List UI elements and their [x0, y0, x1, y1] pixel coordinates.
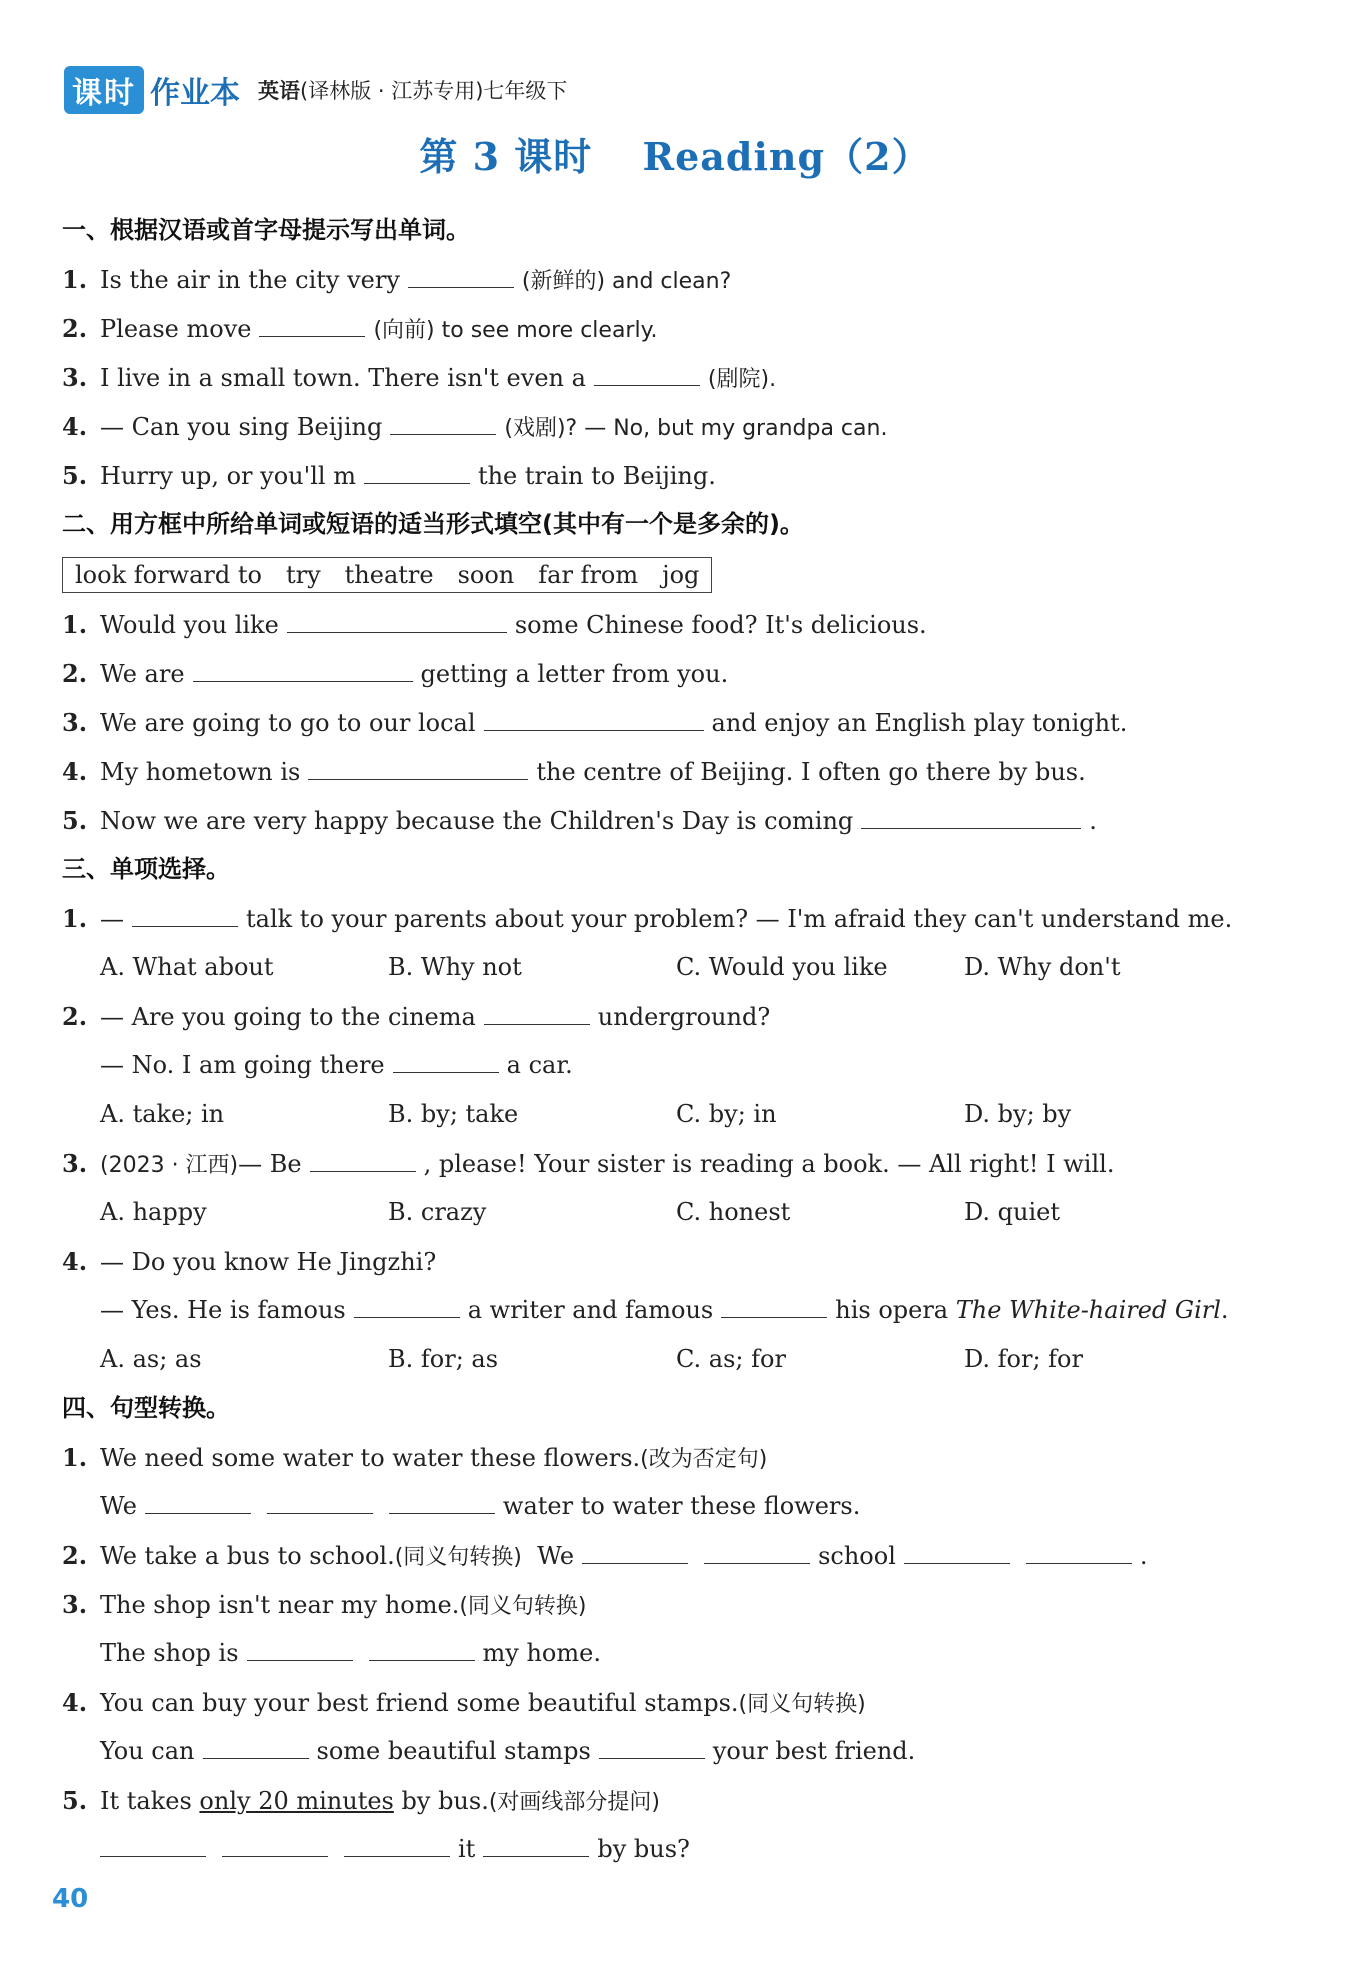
section-3-heading: 三、单项选择。 [62, 855, 230, 883]
item-text: We [537, 1542, 575, 1570]
answer-blank[interactable] [222, 1834, 328, 1857]
word-option: soon [457, 561, 515, 589]
s4-q1 [62, 1433, 1292, 1482]
item-text: the centre of Beijing. I often go there by bus. [536, 758, 1086, 786]
option-d[interactable]: D. by; by [964, 1100, 1072, 1128]
item-text: talk to your parents about your problem? — I'm afraid they can't understand me. [246, 905, 1233, 933]
item-text: Now we are very happy because the Children's Day is coming [100, 807, 854, 835]
item-text: We [100, 1492, 137, 1520]
item-text: We are [100, 660, 185, 688]
answer-blank[interactable] [308, 757, 528, 780]
s3-q3 [62, 1139, 1292, 1188]
item-number: 4. [62, 412, 88, 441]
item-text: it [458, 1835, 476, 1863]
answer-blank[interactable] [267, 1491, 373, 1514]
s1-item-1 [62, 255, 1292, 304]
option-a[interactable]: A. happy [100, 1198, 207, 1226]
instruction-hint: (同义句转换) [738, 1692, 866, 1717]
item-text: (剧院). [707, 367, 777, 392]
item-text: . [1089, 807, 1097, 835]
item-number: 1. [62, 904, 88, 933]
item-number: 2. [62, 1541, 88, 1570]
s2-item-4 [62, 747, 1292, 796]
item-text: the train to Beijing. [477, 462, 716, 490]
worksheet-content [62, 206, 1292, 1874]
item-number: 3. [62, 708, 88, 737]
opera-title: The White-haired Girl [955, 1296, 1221, 1324]
subject: 英语 [258, 79, 300, 103]
answer-blank[interactable] [203, 1736, 309, 1759]
s3-q3-options [62, 1188, 1292, 1237]
page-title [0, 126, 1350, 181]
item-text: water to water these flowers. [502, 1492, 861, 1520]
option-a[interactable]: A. take; in [100, 1100, 225, 1128]
question-source: (2023 · 江西) [100, 1153, 239, 1178]
option-d[interactable]: D. for; for [964, 1345, 1083, 1373]
section-2-heading: 二、用方框中所给单词或短语的适当形式填空(其中有一个是多余的)。 [62, 510, 804, 538]
answer-blank[interactable] [344, 1834, 450, 1857]
answer-blank[interactable] [193, 659, 413, 682]
s4-q4-answer [62, 1727, 1292, 1776]
answer-blank[interactable] [364, 461, 470, 484]
s2-item-3 [62, 698, 1292, 747]
item-number: 1. [62, 610, 88, 639]
item-text: We need some water to water these flowers. [100, 1444, 641, 1472]
answer-blank[interactable] [861, 806, 1081, 829]
s3-q2-options [62, 1090, 1292, 1139]
logo-mark: 课时 [64, 66, 144, 114]
answer-blank[interactable] [259, 314, 365, 337]
option-b[interactable]: B. by; take [388, 1100, 519, 1128]
answer-blank[interactable] [599, 1736, 705, 1759]
answer-blank[interactable] [369, 1638, 475, 1661]
option-c[interactable]: C. as; for [676, 1345, 786, 1373]
item-number: 2. [62, 659, 88, 688]
item-text: school [818, 1542, 896, 1570]
underlined-phrase: only 20 minutes [199, 1787, 394, 1815]
answer-blank[interactable] [132, 904, 238, 927]
s3-q4 [62, 1237, 1292, 1286]
answer-blank[interactable] [484, 708, 704, 731]
item-text: by bus? [597, 1835, 690, 1863]
item-text: The shop is [100, 1639, 239, 1667]
item-text: some beautiful stamps [316, 1737, 591, 1765]
book-info [258, 75, 567, 105]
answer-blank[interactable] [484, 1002, 590, 1025]
s3-q4-line2: — Yes. He is famous a writer and famous his opera The White-haired Girl. [100, 1296, 1229, 1324]
s3-q1 [62, 894, 1292, 943]
item-number: 3. [62, 1590, 88, 1619]
item-number: 2. [62, 314, 88, 343]
lesson-topic: Reading（2） [642, 134, 931, 179]
instruction-hint: (对画线部分提问) [488, 1790, 661, 1815]
answer-blank[interactable] [310, 1149, 416, 1172]
option-b[interactable]: B. for; as [388, 1345, 499, 1373]
item-number: 2. [62, 1002, 88, 1031]
word-option: theatre [344, 561, 434, 589]
answer-blank[interactable] [408, 265, 514, 288]
item-text: by bus. [401, 1787, 489, 1815]
item-number: 3. [62, 1149, 88, 1178]
s1-item-2 [62, 304, 1292, 353]
option-a[interactable]: A. What about [100, 953, 274, 981]
answer-blank[interactable] [287, 610, 507, 633]
s4-q5-answer [62, 1825, 1292, 1874]
item-text: (戏剧)? — No, but my grandpa can. [504, 416, 888, 441]
item-text: , please! Your sister is reading a book. — All right! I will. [423, 1150, 1115, 1178]
option-b[interactable]: B. crazy [388, 1198, 487, 1226]
word-option: look forward to [75, 561, 262, 589]
word-option: far from [538, 561, 639, 589]
section-4-heading: 四、句型转换。 [62, 1394, 230, 1422]
answer-blank[interactable] [100, 1834, 206, 1857]
word-option: jog [662, 561, 700, 589]
answer-blank[interactable] [594, 363, 700, 386]
item-number: 1. [62, 1443, 88, 1472]
s4-q3 [62, 1580, 1292, 1629]
item-text: We are going to go to our local [100, 709, 476, 737]
item-text: — [100, 905, 124, 933]
s3-q4-options [62, 1335, 1292, 1384]
item-text: Please move [100, 315, 252, 343]
item-number: 3. [62, 363, 88, 392]
s1-item-5 [62, 451, 1292, 500]
instruction-hint: (同义句转换) [459, 1594, 587, 1619]
item-text: and enjoy an English play tonight. [711, 709, 1128, 737]
item-number: 4. [62, 757, 88, 786]
section-1-heading: 一、根据汉语或首字母提示写出单词。 [62, 216, 470, 244]
answer-blank[interactable] [354, 1295, 460, 1318]
answer-blank[interactable] [721, 1295, 827, 1318]
item-number: 5. [62, 1786, 88, 1815]
item-text: — Be [238, 1150, 302, 1178]
answer-blank[interactable] [483, 1834, 589, 1857]
option-b[interactable]: B. Why not [388, 953, 522, 981]
item-text: getting a letter from you. [420, 660, 729, 688]
item-text: a car. [506, 1051, 573, 1079]
s3-q2 [62, 992, 1292, 1041]
item-text: Would you like [100, 611, 279, 639]
item-number: 4. [62, 1688, 88, 1717]
item-text: You can [100, 1737, 195, 1765]
s4-q4 [62, 1678, 1292, 1727]
option-c[interactable]: C. Would you like [676, 953, 888, 981]
option-c[interactable]: C. by; in [676, 1100, 777, 1128]
item-number: 5. [62, 461, 88, 490]
item-text: Hurry up, or you'll m [100, 462, 356, 490]
word-option: try [285, 561, 321, 589]
item-text: — No. I am going there [100, 1051, 385, 1079]
item-text: It takes [100, 1787, 192, 1815]
item-text: some Chinese food? It's delicious. [514, 611, 927, 639]
item-text: We take a bus to school. [100, 1542, 395, 1570]
item-text: — Are you going to the cinema [100, 1003, 476, 1031]
option-d[interactable]: D. Why don't [964, 953, 1121, 981]
answer-blank[interactable] [393, 1050, 499, 1073]
book-header [64, 66, 567, 114]
word-box [62, 557, 712, 593]
item-text: Is the air in the city very [100, 266, 400, 294]
answer-blank[interactable] [247, 1638, 353, 1661]
instruction-hint: (改为否定句) [640, 1447, 768, 1472]
page-number: 40 [52, 1884, 89, 1914]
answer-blank[interactable] [389, 1491, 495, 1514]
s2-item-5 [62, 796, 1292, 845]
s3-q1-options [62, 943, 1292, 992]
item-text: — Do you know He Jingzhi? [100, 1248, 437, 1276]
answer-blank[interactable] [390, 412, 496, 435]
lesson-label: 第 3 课时 [419, 134, 593, 179]
s1-item-3 [62, 353, 1292, 402]
s2-item-2 [62, 649, 1292, 698]
item-text: (向前) to see more clearly. [373, 318, 658, 343]
s4-q2: 2. We take a bus to school.(同义句转换) We school . [62, 1531, 1292, 1580]
edition: (译林版 · 江苏专用)七年级下 [300, 79, 568, 103]
s1-item-4 [62, 402, 1292, 451]
item-number: 1. [62, 265, 88, 294]
item-text: My hometown is [100, 758, 301, 786]
option-d[interactable]: D. quiet [964, 1198, 1060, 1226]
item-number: 4. [62, 1247, 88, 1276]
item-text: I live in a small town. There isn't even a [100, 364, 586, 392]
s2-item-1 [62, 600, 1292, 649]
item-text: — Yes. He is famous [100, 1296, 346, 1324]
item-number: 5. [62, 806, 88, 835]
answer-blank[interactable] [145, 1491, 251, 1514]
s3-q2-line2 [62, 1041, 1292, 1090]
item-text: underground? [597, 1003, 771, 1031]
s4-q1-answer [62, 1482, 1292, 1531]
item-text: your best friend. [712, 1737, 916, 1765]
item-text: You can buy your best friend some beautiful stamps. [100, 1689, 739, 1717]
item-text: (新鲜的) and clean? [521, 269, 732, 294]
logo [64, 66, 240, 114]
answer-blank[interactable] [704, 1541, 810, 1564]
item-text: The shop isn't near my home. [100, 1591, 460, 1619]
item-text: a writer and famous [467, 1296, 714, 1324]
answer-blank[interactable] [582, 1541, 688, 1564]
answer-blank[interactable] [1026, 1541, 1132, 1564]
item-text: my home. [482, 1639, 601, 1667]
s4-q3-answer [62, 1629, 1292, 1678]
instruction-hint: (同义句转换) [394, 1545, 522, 1570]
logo-text: 作业本 [150, 76, 240, 111]
option-c[interactable]: C. honest [676, 1198, 791, 1226]
answer-blank[interactable] [904, 1541, 1010, 1564]
item-text: — Can you sing Beijing [100, 413, 383, 441]
s4-q5 [62, 1776, 1292, 1825]
option-a[interactable]: A. as; as [100, 1345, 202, 1373]
item-text: his opera [835, 1296, 949, 1324]
